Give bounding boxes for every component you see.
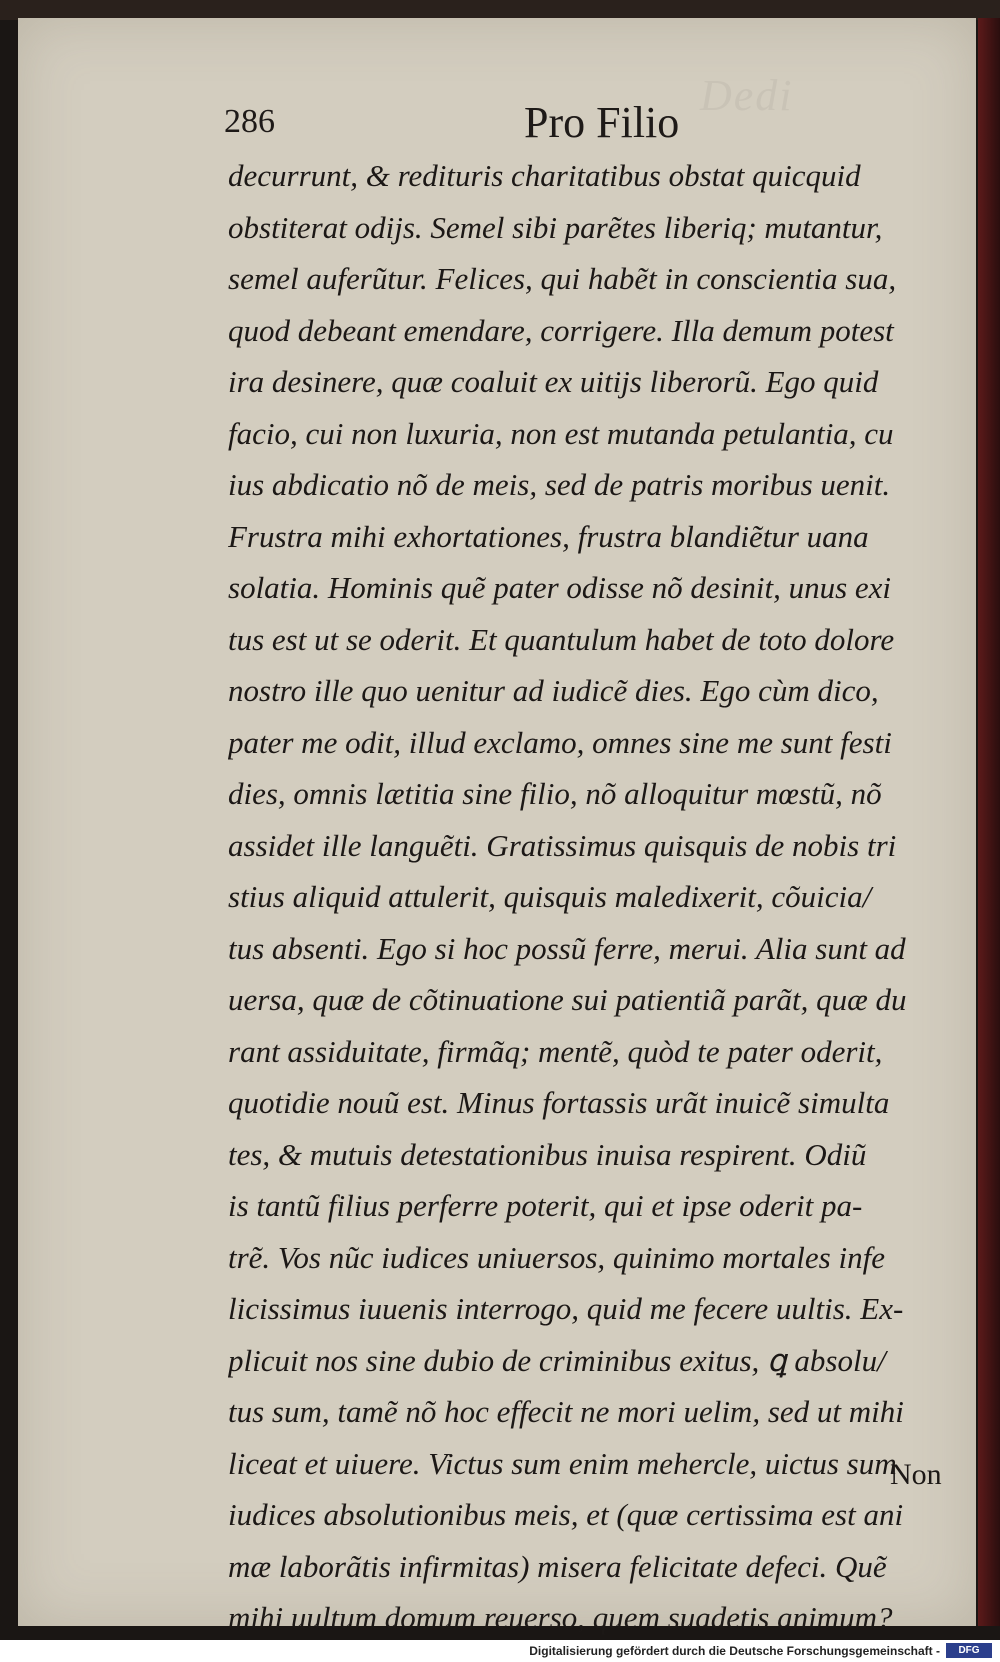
text-line: licissimus iuuenis interrogo, quid me fecere uultis. Ex- bbox=[228, 1291, 904, 1326]
show-through-text: Dedi bbox=[700, 71, 794, 120]
text-line: ius abdicatio nõ de meis, sed de patris moribus uenit. bbox=[228, 467, 891, 502]
text-line: stius aliquid attulerit, quisquis maledixerit, cõuicia/ bbox=[228, 879, 872, 914]
text-line: uersa, quæ de cõtinuatione sui patientiã parãt, quæ du bbox=[228, 982, 907, 1017]
text-line: tus est ut se oderit. Et quantulum habet de toto dolore bbox=[228, 621, 895, 657]
text-line: plicuit nos sine dubio de criminibus exitus, ꝗ absolu/ bbox=[228, 1342, 886, 1378]
text-line: tus sum, tamẽ nõ hoc effecit ne mori uelim, sed ut mihi bbox=[228, 1394, 904, 1429]
text-line: ira desinere, quæ coaluit ex uitijs liberorũ. Ego quid bbox=[228, 364, 879, 399]
text-line: quotidie nouũ est. Minus fortassis urãt inuicẽ simulta bbox=[228, 1085, 890, 1120]
text-line: facio, cui non luxuria, non est mutanda petulantia, cu bbox=[228, 415, 894, 451]
page-header bbox=[224, 98, 974, 153]
text-line: quod debeant emendare, corrigere. Illa demum potest bbox=[228, 312, 894, 348]
text-line: is tantũ filius perferre poterit, qui et ipse oderit pa- bbox=[228, 1188, 863, 1223]
text-line: dies, omnis lætitia sine filio, nõ alloquitur mœstũ, nõ bbox=[228, 776, 882, 811]
digitization-credit: Digitalisierung gefördert durch die Deutsche Forschungsgemeinschaft - bbox=[529, 1644, 940, 1658]
catchword: Non bbox=[890, 1458, 942, 1491]
body-text bbox=[228, 150, 958, 1644]
text-line: semel auferũtur. Felices, qui habẽt in conscientia sua, bbox=[228, 261, 897, 296]
text-line: assidet ille languẽti. Gratissimus quisquis de nobis tri bbox=[228, 827, 897, 863]
text-line: obstiterat odijs. Semel sibi parẽtes liberiq; mutantur, bbox=[228, 209, 883, 245]
scan-top-border bbox=[0, 0, 1000, 20]
dfg-logo-icon: DFG bbox=[946, 1643, 992, 1658]
text-line: Frustra mihi exhortationes, frustra blandiẽtur uana bbox=[228, 518, 869, 554]
text-line: tes, & mutuis detestationibus inuisa respirent. Odiũ bbox=[228, 1136, 867, 1172]
text-line: tus absenti. Ego si hoc possũ ferre, merui. Alia sunt ad bbox=[228, 930, 906, 966]
text-line: nostro ille quo uenitur ad iudicẽ dies. Ego cùm dico, bbox=[228, 673, 879, 708]
text-line: rant assiduitate, firmãq; mentẽ, quòd te pater oderit, bbox=[228, 1033, 883, 1069]
page-edge-binding bbox=[978, 18, 1000, 1626]
text-line: decurrunt, & redituris charitatibus obstat quicquid bbox=[228, 158, 861, 193]
text-line: iudices absolutionibus meis, et (quæ certissima est ani bbox=[228, 1497, 904, 1532]
text-line: mihi uultum domum reuerso, quem suadetis animum? bbox=[228, 1600, 893, 1635]
text-line: trẽ. Vos nũc iudices uniuersos, quinimo mortales infe bbox=[228, 1239, 885, 1275]
text-line: liceat et uiuere. Victus sum enim mehercle, uictus sum bbox=[228, 1445, 897, 1481]
text-line: pater me odit, illud exclamo, omnes sine me sunt festi bbox=[228, 724, 892, 760]
running-head: Pro Filio bbox=[524, 98, 680, 147]
text-line: solatia. Hominis quẽ pater odisse nõ desinit, unus exi bbox=[228, 570, 892, 605]
page-number: 286 bbox=[224, 103, 275, 140]
text-line: mæ laborãtis infirmitas) misera felicitate defeci. Quẽ bbox=[228, 1548, 887, 1584]
